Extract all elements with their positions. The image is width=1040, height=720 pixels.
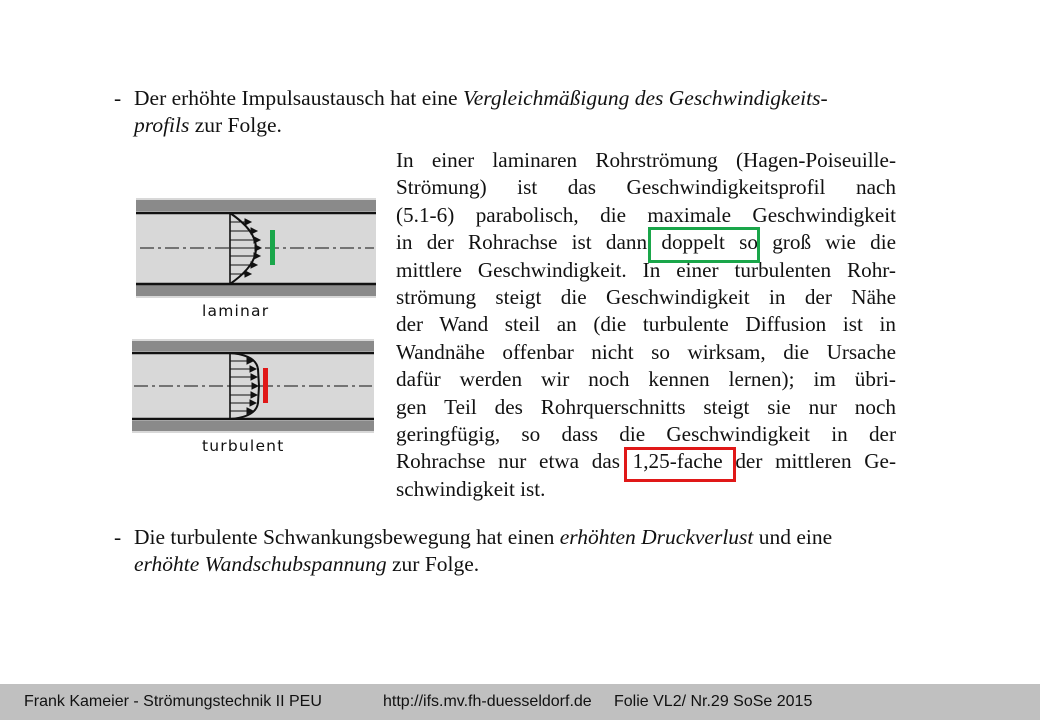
paragraph-line: dafür werden wir noch kennen lernen); im übri- bbox=[396, 367, 896, 392]
paragraph-line: schwindigkeit ist. bbox=[396, 476, 546, 501]
turbulent-label: turbulent bbox=[202, 437, 285, 455]
bullet-text-em2: erhöhte Wandschubspannung bbox=[134, 552, 387, 576]
footer-slide-number: Folie VL2/ Nr.29 SoSe 2015 bbox=[614, 693, 813, 710]
bullet-profile-equalization bbox=[114, 85, 904, 139]
bullet-text-a: Der erhöhte Impulsaustausch hat eine bbox=[134, 86, 463, 110]
paragraph-line: in der Rohrachse ist dann doppelt so groß wie die bbox=[396, 230, 896, 255]
laminar-label: laminar bbox=[202, 302, 270, 320]
paragraph-line: Rohrachse nur etwa das 1,25-fache der mittleren Ge- bbox=[396, 449, 896, 474]
paragraph-line: In einer laminaren Rohrströmung (Hagen-Poiseuille- bbox=[396, 148, 896, 172]
paragraph-line: Wandnähe offenbar nicht so wirksam, die Ursache bbox=[396, 339, 896, 364]
bullet-text-b: und eine bbox=[753, 525, 833, 549]
bullet-text-c: zur Folge. bbox=[386, 552, 480, 576]
footer-url[interactable]: http://ifs.mv.fh-duesseldorf.de bbox=[383, 693, 592, 710]
laminar-profile-diagram bbox=[136, 198, 376, 298]
bullet-text-em: Vergleichmäßigung des Geschwindigkeits- bbox=[462, 86, 828, 110]
bullet-text-b: zur Folge. bbox=[189, 113, 282, 137]
bullet-pressure-loss bbox=[114, 524, 904, 578]
paragraph-line: der Wand steil an (die turbulente Diffusion ist in bbox=[396, 312, 896, 337]
paragraph-line: Strömung) ist das Geschwindigkeitsprofil nach bbox=[396, 175, 896, 200]
bullet-text-em2: profils bbox=[134, 113, 190, 137]
bullet-dash: - bbox=[114, 525, 122, 549]
bullet-text-em: erhöhten Druckverlust bbox=[559, 525, 754, 549]
bullet-text-a: Die turbulente Schwankungsbewegung hat einen bbox=[134, 525, 560, 549]
highlight-box-factor bbox=[624, 447, 736, 482]
footer-bar bbox=[0, 684, 1040, 720]
turbulent-profile-diagram bbox=[132, 339, 374, 433]
bullet-text bbox=[134, 85, 904, 139]
bullet-dash: - bbox=[114, 86, 122, 110]
bullet-text bbox=[134, 524, 904, 578]
paragraph-line: geringfügig, so dass die Geschwindigkeit in der bbox=[396, 422, 896, 447]
paragraph-line: mittlere Geschwindigkeit. In einer turbulenten Rohr- bbox=[396, 257, 896, 282]
paragraph-line: strömung steigt die Geschwindigkeit in der Nähe bbox=[396, 285, 896, 310]
highlight-box-doppelt bbox=[648, 227, 760, 263]
paragraph-line: gen Teil des Rohrquerschnitts steigt sie nur noch bbox=[396, 394, 896, 419]
paragraph-line: (5.1-6) parabolisch, die maximale Geschwindigkeit bbox=[396, 202, 896, 227]
footer-author: Frank Kameier - Strömungstechnik II PEU bbox=[24, 693, 322, 710]
